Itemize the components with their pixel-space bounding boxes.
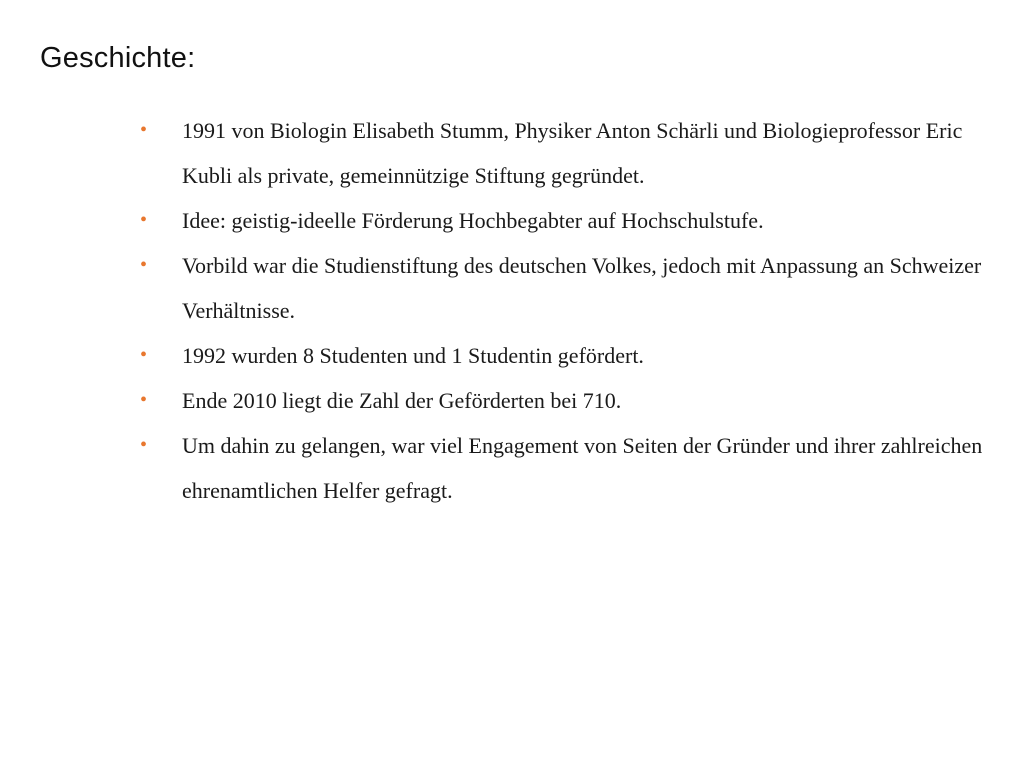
bullet-item [140,243,1010,333]
bullet-text: Ende 2010 liegt die Zahl der Geförderten bei 710. [182,388,622,413]
bullet-item [140,198,1010,243]
bullet-item [140,108,1010,198]
bullet-text: 1991 von Biologin Elisabeth Stumm, Physiker Anton Schärli und Biologieprofessor Eric Kubli als private, gemeinnützige Stiftung gegründet. [182,118,963,188]
bullet-marker-icon: • [140,434,148,456]
bullet-marker-icon: • [140,389,148,411]
bullet-list [140,108,1010,513]
bullet-item [140,423,1010,513]
bullet-marker-icon: • [140,119,148,141]
bullet-marker-icon: • [140,344,148,366]
bullet-item [140,333,1010,378]
bullet-text: Um dahin zu gelangen, war viel Engagement von Seiten der Gründer und ihrer zahlreichen ehrenamtlichen Helfer gefragt. [182,433,983,503]
bullet-item [140,378,1010,423]
bullet-marker-icon: • [140,254,148,276]
bullet-text: 1992 wurden 8 Studenten und 1 Studentin gefördert. [182,343,644,368]
bullet-text: Idee: geistig-ideelle Förderung Hochbegabter auf Hochschulstufe. [182,208,764,233]
bullet-marker-icon: • [140,209,148,231]
slide-title: Geschichte: [40,42,196,74]
bullet-text: Vorbild war die Studienstiftung des deutschen Volkes, jedoch mit Anpassung an Schweizer Verhältnisse. [182,253,982,323]
